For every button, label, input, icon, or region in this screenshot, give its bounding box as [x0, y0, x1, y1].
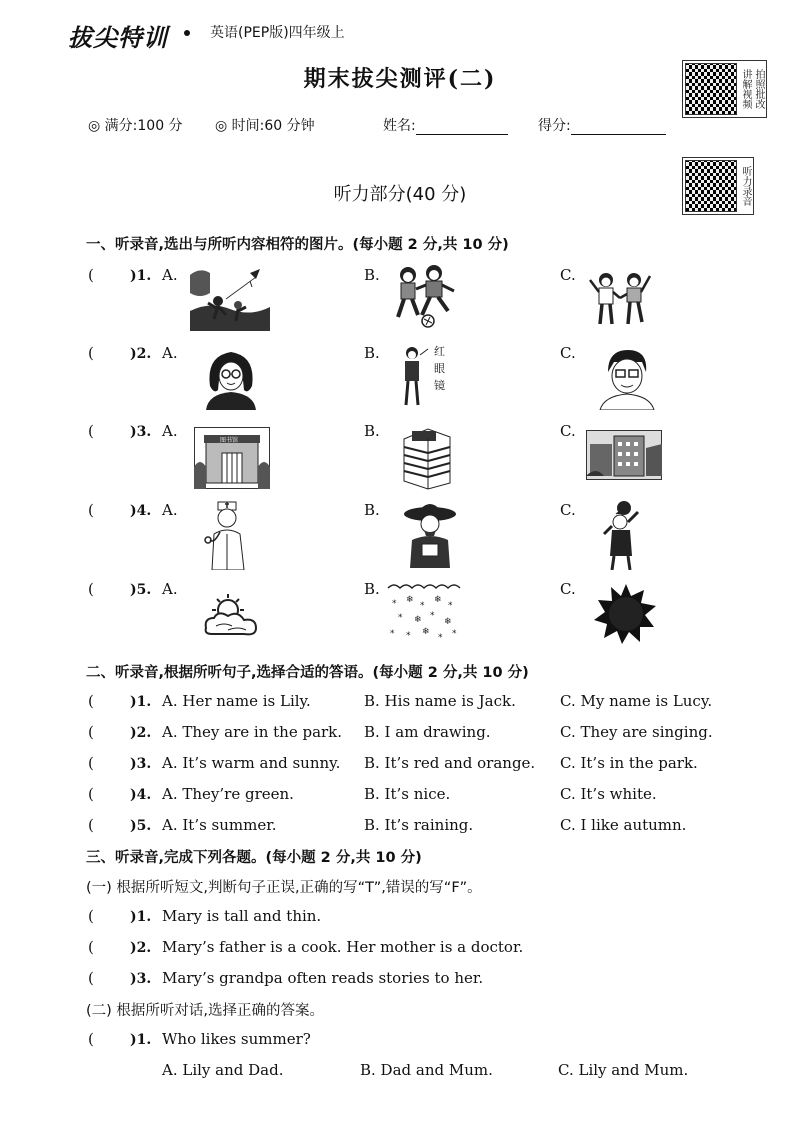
statement-text: Mary’s father is a cook. Her mother is a doctor. — [162, 938, 524, 956]
option-b-label: B. — [364, 344, 380, 362]
qr-label: 拍照批改 — [753, 69, 764, 109]
picture-man-red-glasses[interactable] — [398, 343, 450, 411]
option-b: B. I am drawing. — [364, 723, 491, 741]
glasses-caption: 红 眼 镜 — [434, 345, 445, 392]
option-c: C. It’s in the park. — [560, 754, 698, 772]
qr-label: 讲解视频 — [740, 69, 751, 109]
question-number: )2. — [130, 940, 152, 956]
statement-text: Mary’s grandpa often reads stories to her. — [162, 969, 484, 987]
part1-heading: 一、听录音,选出与所听内容相符的图片。(每小题 2 分,共 10 分) — [86, 237, 509, 253]
separator-dot — [184, 30, 190, 36]
option-b: B. Dad and Mum. — [360, 1061, 493, 1079]
answer-blank[interactable]: ( — [88, 723, 94, 741]
picture-farmer[interactable] — [402, 500, 458, 568]
option-b-label: B. — [364, 422, 380, 440]
svg-text:*: * — [406, 631, 411, 641]
option-b: B. It’s red and orange. — [364, 754, 536, 772]
picture-kids-waving[interactable] — [588, 266, 654, 330]
part3-sub1: (一) 根据所听短文,判断句子正误,正确的写“T”,错误的写“F”。 — [86, 880, 482, 896]
option-a-label: A. — [162, 266, 178, 284]
qr-icon — [685, 63, 737, 115]
option-c: C. My name is Lucy. — [560, 692, 713, 710]
option-b: B. It’s nice. — [364, 785, 451, 803]
name-label: 姓名: — [383, 118, 416, 134]
question-number: )4. — [130, 503, 152, 519]
svg-text:❄: ❄ — [414, 615, 422, 625]
question-number: )2. — [130, 346, 152, 362]
page-title: 期末拔尖测评(二) — [303, 66, 497, 92]
section-title: 听力部分(40 分) — [333, 184, 467, 205]
time-limit: ◎ 时间:60 分钟 — [215, 118, 315, 134]
answer-blank[interactable]: ( — [88, 266, 94, 284]
question-number: )3. — [130, 971, 152, 987]
answer-blank[interactable]: ( — [88, 344, 94, 362]
answer-blank[interactable]: ( — [88, 692, 94, 710]
question-number: )1. — [130, 909, 152, 925]
option-b-label: B. — [364, 580, 380, 598]
option-a: A. It’s warm and sunny. — [162, 754, 341, 772]
subject-label: 英语(PEP版)四年级上 — [210, 25, 345, 41]
name-field[interactable] — [383, 115, 508, 135]
score-label: 得分: — [538, 118, 571, 134]
svg-text:*: * — [392, 599, 397, 609]
qr-code-video[interactable] — [682, 60, 767, 118]
full-score: ◎ 满分:100 分 — [88, 118, 183, 134]
answer-blank[interactable]: ( — [88, 816, 94, 834]
option-b: B. It’s raining. — [364, 816, 474, 834]
answer-blank[interactable]: ( — [88, 754, 94, 772]
answer-blank[interactable]: ( — [88, 785, 94, 803]
answer-blank[interactable]: ( — [88, 501, 94, 519]
part3-heading: 三、听录音,完成下列各题。(每小题 2 分,共 10 分) — [86, 850, 422, 866]
brand-logo: 拔尖特训 — [68, 24, 168, 52]
option-b: B. His name is Jack. — [364, 692, 516, 710]
option-a: A. Her name is Lily. — [162, 692, 311, 710]
svg-text:*: * — [452, 629, 457, 639]
question-number: )1. — [130, 1032, 152, 1048]
option-c: C. Lily and Mum. — [558, 1061, 689, 1079]
question-number: )1. — [130, 694, 152, 710]
svg-text:*: * — [430, 611, 435, 621]
question-number: )3. — [130, 756, 152, 772]
svg-text:*: * — [390, 629, 395, 639]
option-a-label: A. — [162, 580, 178, 598]
svg-text:*: * — [438, 633, 443, 643]
statement-text: Mary is tall and thin. — [162, 907, 322, 925]
answer-blank[interactable]: ( — [88, 422, 94, 440]
question-number: )2. — [130, 725, 152, 741]
answer-blank[interactable]: ( — [88, 969, 94, 987]
option-a-label: A. — [162, 422, 178, 440]
svg-text:*: * — [398, 613, 403, 623]
option-b-label: B. — [364, 501, 380, 519]
option-c-label: C. — [560, 344, 576, 362]
picture-library[interactable] — [194, 427, 270, 489]
option-c: C. It’s white. — [560, 785, 657, 803]
option-c-label: C. — [560, 266, 576, 284]
option-a: A. They’re green. — [162, 785, 294, 803]
option-c: C. I like autumn. — [560, 816, 687, 834]
picture-office-building[interactable] — [398, 425, 456, 491]
picture-school[interactable] — [586, 430, 662, 480]
answer-blank[interactable]: ( — [88, 580, 94, 598]
question-text: Who likes summer? — [162, 1030, 311, 1048]
library-sign: 图书馆 — [220, 437, 239, 444]
option-c-label: C. — [560, 422, 576, 440]
answer-blank[interactable]: ( — [88, 907, 94, 925]
svg-text:*: * — [420, 601, 425, 611]
qr-label: 听力录音 — [740, 166, 751, 206]
picture-sun[interactable] — [594, 584, 658, 644]
question-number: )4. — [130, 787, 152, 803]
question-number: )1. — [130, 268, 152, 284]
option-a: A. Lily and Dad. — [162, 1061, 284, 1079]
option-c-label: C. — [560, 501, 576, 519]
answer-blank[interactable]: ( — [88, 938, 94, 956]
picture-kite-flying[interactable] — [190, 263, 270, 331]
picture-girl-glasses[interactable] — [202, 346, 260, 410]
picture-sun-cloud[interactable] — [198, 592, 262, 640]
question-number: )5. — [130, 818, 152, 834]
option-a: A. They are in the park. — [162, 723, 343, 741]
svg-text:❄: ❄ — [406, 595, 414, 605]
picture-playing-football[interactable] — [392, 263, 460, 329]
question-number: )3. — [130, 424, 152, 440]
part2-heading: 二、听录音,根据所听句子,选择合适的答语。(每小题 2 分,共 10 分) — [86, 665, 529, 681]
option-b-label: B. — [364, 266, 380, 284]
svg-text:❄: ❄ — [422, 627, 430, 637]
svg-text:❄: ❄ — [434, 595, 442, 605]
picture-boy-glasses[interactable] — [598, 346, 656, 410]
score-field[interactable] — [538, 115, 666, 135]
option-a-label: A. — [162, 501, 178, 519]
answer-blank[interactable]: ( — [88, 1030, 94, 1048]
option-c: C. They are singing. — [560, 723, 713, 741]
option-c-label: C. — [560, 580, 576, 598]
svg-text:❄: ❄ — [444, 617, 452, 627]
picture-doctor[interactable] — [200, 500, 256, 570]
option-a-label: A. — [162, 344, 178, 362]
option-a: A. It’s summer. — [162, 816, 277, 834]
picture-basketball-player[interactable] — [600, 500, 650, 570]
part3-sub2: (二) 根据所听对话,选择正确的答案。 — [86, 1003, 325, 1019]
question-number: )5. — [130, 582, 152, 598]
picture-snowy[interactable] — [386, 582, 466, 644]
svg-text:*: * — [448, 601, 453, 611]
